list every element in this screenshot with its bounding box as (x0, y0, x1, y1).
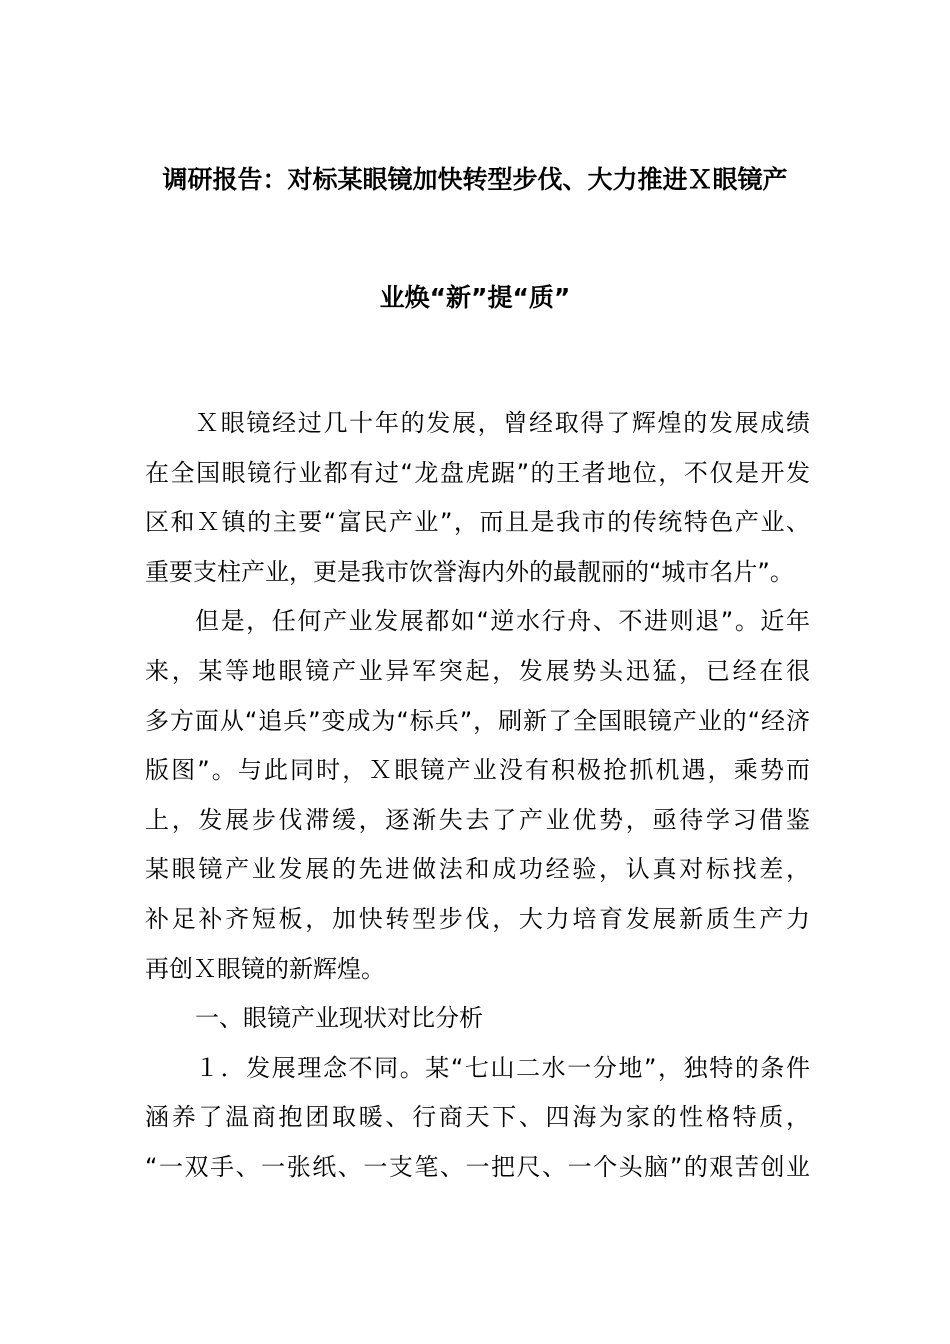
paragraph-line: 补足补齐短板，加快转型步伐，大力培育发展新质生产力 (145, 904, 810, 933)
paragraph-line: 多方面从“追兵”变成为“标兵”，刷新了全国眼镜产业的“经济 (145, 706, 810, 735)
paragraph-3 (145, 1044, 810, 1193)
paragraph-2 (145, 597, 810, 994)
paragraph-line: 涵养了温商抱团取暖、行商天下、四海为家的性格特质， (145, 1103, 810, 1132)
paragraph-line: １．发展理念不同。某“七山二水一分地”，独特的条件 (195, 1053, 810, 1082)
paragraph-line: 但是，任何产业发展都如“逆水行舟、不进则退”。近年 (195, 607, 810, 636)
document-title-line-1: 调研报告：对标某眼镜加快转型步伐、大力推进Ｘ眼镜产 (162, 165, 788, 194)
document-title-line-2: 业焕“新”提“质” (379, 283, 571, 312)
paragraph-line: “一双手、一张纸、一支笔、一把尺、一个头脑”的艰苦创业 (145, 1152, 810, 1181)
paragraph-line: 重要支柱产业，更是我市饮誉海内外的最靓丽的“城市名片”。 (145, 557, 794, 586)
paragraph-line: 再创Ｘ眼镜的新辉煌。 (145, 954, 385, 983)
paragraph-line: 某眼镜产业发展的先进做法和成功经验，认真对标找差， (145, 855, 810, 884)
paragraph-1 (145, 399, 810, 597)
paragraph-line: 在全国眼镜行业都有过“龙盘虎踞”的王者地位，不仅是开发 (145, 458, 810, 487)
paragraph-line: 区和Ｘ镇的主要“富民产业”，而且是我市的传统特色产业、 (145, 508, 810, 537)
section-heading-text: 一、眼镜产业现状对比分析 (195, 1004, 483, 1033)
paragraph-line: Ｘ眼镜经过几十年的发展，曾经取得了辉煌的发展成绩 (195, 409, 810, 437)
paragraph-line: 来，某等地眼镜产业异军突起，发展势头迅猛，已经在很 (145, 656, 810, 685)
paragraph-line: 上，发展步伐滞缓，逐渐失去了产业优势，亟待学习借鉴 (145, 805, 810, 834)
paragraph-line: 版图”。与此同时，Ｘ眼镜产业没有积极抢抓机遇，乘势而 (145, 756, 810, 785)
section-heading-1 (145, 994, 810, 1044)
document-body (145, 399, 810, 1193)
